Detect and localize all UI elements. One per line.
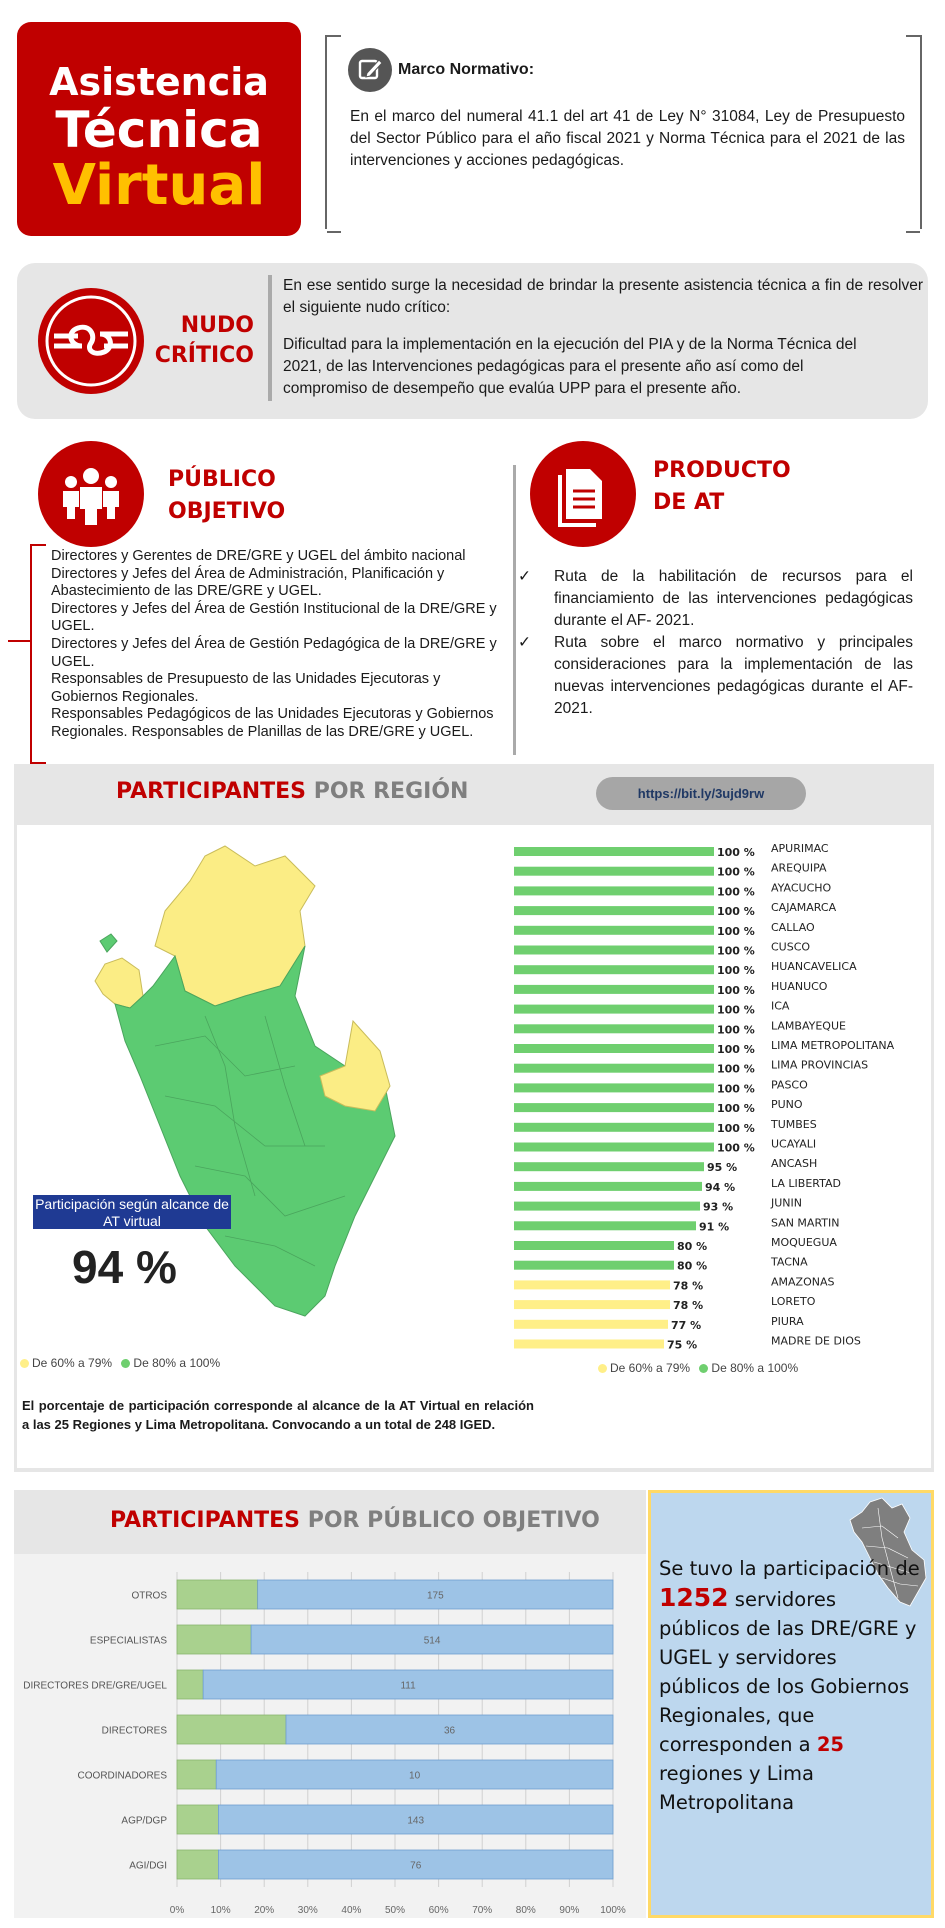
region-label: LA LIBERTAD [771, 1176, 841, 1190]
bar-value-label: 36 [443, 1725, 456, 1737]
bar-cajamarca [514, 906, 714, 915]
bar-amazonas [514, 1280, 670, 1289]
bar-value-label: 95 % [707, 1161, 738, 1175]
bar-value-label: 100 % [717, 885, 755, 899]
x-tick-label: 10% [210, 1905, 231, 1916]
category-label: COORDINADORES [77, 1770, 167, 1782]
summary-text-2: servidores públicos de las DRE/GRE y UGEL y servidores públicos de los Gobiernos Regionales, que corresponden a [659, 1588, 917, 1756]
summary-text-3: regiones y Lima Metropolitana [659, 1762, 814, 1814]
region-label: TACNA [771, 1255, 808, 1269]
bar-value-label: 100 % [717, 1082, 755, 1096]
list-item: Directores y Jefes del Área de Gestión Pedagógica de la DRE/GRE y UGEL. [51, 635, 497, 670]
category-label: DIRECTORES DRE/GRE/UGEL [23, 1680, 167, 1692]
bar-value-label: 143 [407, 1815, 425, 1827]
bar-arequipa [514, 867, 714, 876]
bar-tumbes [514, 1123, 714, 1132]
knot-icon [38, 288, 144, 394]
category-label: ESPECIALISTAS [89, 1635, 167, 1647]
bar-value-label: 78 % [673, 1299, 704, 1313]
bar-segment-green [177, 1715, 286, 1744]
region-label: LIMA PROVINCIAS [771, 1058, 869, 1072]
publico-title-line-2: OBJETIVO [168, 499, 286, 524]
bar-ica [514, 1005, 714, 1014]
bar-puno [514, 1103, 714, 1112]
bar-moquegua [514, 1241, 674, 1250]
bar-value-label: 77 % [671, 1318, 702, 1332]
bar-segment-green [177, 1580, 258, 1609]
region-label: CALLAO [771, 920, 815, 934]
summary-text-1: Se tuvo la participación de [659, 1557, 920, 1580]
region-label: AYACUCHO [771, 881, 832, 895]
region-label: LIMA METROPOLITANA [771, 1039, 895, 1052]
summary-text [659, 1554, 921, 1817]
region-link[interactable]: https://bit.ly/3ujd9rw [596, 777, 806, 810]
bar-piura [514, 1320, 668, 1329]
bar-value-label: 100 % [717, 1121, 755, 1135]
x-tick-label: 30% [297, 1905, 318, 1916]
x-tick-label: 40% [341, 1905, 362, 1916]
participation-label: Participación según alcance de AT virtual [33, 1195, 231, 1229]
bar-cusco [514, 946, 714, 955]
bar-value-label: 100 % [717, 983, 755, 997]
list-item: Directores y Jefes del Área de Gestión Institucional de la DRE/GRE y UGEL. [51, 600, 497, 635]
marco-text: En el marco del numeral 41.1 del art 41 de Ley N° 31084, Ley de Presupuesto del Sector Público para el año fiscal 2021 y Norma Técnica para el 2021 de las intervenciones y acciones pedagógicas. [350, 108, 905, 169]
participation-value: 94 % [72, 1241, 177, 1293]
bar-value-label: 76 [410, 1860, 422, 1872]
bar-la-libertad [514, 1182, 702, 1191]
bar-segment-green [177, 1760, 216, 1789]
legend-label-high: De 80% a 100% [133, 1356, 221, 1370]
title-line-1: Asistencia [49, 60, 269, 104]
legend-dot-low [20, 1359, 29, 1368]
bar-value-label: 100 % [717, 905, 755, 919]
bar-segment-green [177, 1805, 218, 1834]
publico-bracket [30, 544, 46, 764]
region-label: UCAYALI [771, 1137, 817, 1151]
region-label: PUNO [771, 1098, 803, 1112]
producto-list [518, 566, 913, 720]
bar-ayacucho [514, 886, 714, 895]
map-region-green [100, 934, 117, 952]
region-label: CAJAMARCA [771, 901, 837, 915]
bar-value-label: 100 % [717, 924, 755, 938]
bar-ancash [514, 1162, 704, 1171]
region-note: El porcentaje de participación corresponde al alcance de la AT Virtual en relación a las 25 Regiones y Lima Metropolitana. Convocando a un total de 248 IGED. [22, 1398, 534, 1432]
title-line-2: Técnica [55, 101, 263, 159]
x-tick-label: 100% [600, 1905, 626, 1916]
nudo-text: Dificultad para la implementación en la ejecución del PIA y de la Norma Técnica del 2021, de las Intervenciones pedagógicas para el presente año así como del compromiso de desempeño que evalúa UPP para el presente año. [283, 336, 857, 397]
publico-title [168, 464, 285, 528]
marco-heading: Marco Normativo: [398, 61, 535, 78]
bar-pasco [514, 1083, 714, 1092]
summary-number: 1252 [659, 1583, 729, 1612]
edit-icon [348, 48, 392, 92]
bar-loreto [514, 1300, 670, 1309]
category-label: AGI/DGI [129, 1860, 167, 1872]
bar-value-label: 78 % [673, 1279, 704, 1293]
legend-dot-high [121, 1359, 130, 1368]
column-divider [513, 465, 516, 755]
list-item-text: Ruta de la habilitación de recursos para el financiamiento de las intervenciones pedagógicas durante el AF- 2021. [554, 568, 913, 629]
x-tick-label: 0% [169, 1905, 185, 1916]
region-label: APURIMAC [771, 842, 829, 855]
bar-value-label: 93 % [703, 1200, 734, 1214]
publico-bracket-tick [8, 640, 30, 642]
bar-value-label: 80 % [677, 1240, 708, 1253]
summary-regions: 25 [816, 1733, 844, 1756]
region-label: ANCASH [771, 1157, 818, 1171]
region-title-gray: POR REGIÓN [306, 779, 469, 804]
bar-lambayeque [514, 1024, 714, 1033]
publico-chart-title [110, 1508, 600, 1533]
bar-segment-green [177, 1670, 203, 1699]
title-line-3: Virtual [52, 153, 266, 218]
x-tick-label: 60% [428, 1905, 449, 1916]
bar-value-label: 80 % [677, 1259, 708, 1273]
bar-huancavelica [514, 965, 714, 974]
publico-list [51, 548, 506, 742]
x-tick-label: 90% [559, 1905, 580, 1916]
map-region-yellow [95, 958, 143, 1008]
bar-ucayali [514, 1143, 714, 1152]
legend-label-low: De 60% a 79% [610, 1361, 691, 1375]
producto-title-line-2: DE AT [653, 490, 725, 515]
region-label: HUANCAVELICA [771, 960, 857, 974]
region-label: HUANUCO [771, 979, 828, 993]
bar-value-label: 100 % [717, 1043, 755, 1056]
region-label: SAN MARTIN [771, 1216, 840, 1230]
nudo-divider [268, 275, 272, 401]
bar-junin [514, 1202, 700, 1211]
list-item [518, 632, 913, 720]
producto-title-line-1: PRODUCTO [653, 458, 791, 483]
bar-value-label: 100 % [717, 944, 755, 958]
bar-value-label: 75 % [667, 1338, 698, 1352]
bar-value-label: 100 % [717, 865, 755, 879]
region-label: TUMBES [771, 1117, 817, 1131]
nudo-title [150, 311, 254, 371]
category-label: DIRECTORES [101, 1725, 167, 1737]
legend-dot-low [598, 1364, 607, 1373]
legend-label-low: De 60% a 79% [32, 1356, 113, 1370]
x-tick-label: 50% [384, 1905, 406, 1916]
chart-legend [598, 1361, 798, 1375]
x-tick-label: 80% [515, 1905, 536, 1916]
document-icon [530, 441, 636, 547]
legend-label-high: De 80% a 100% [711, 1361, 799, 1375]
bar-value-label: 100 % [717, 1062, 755, 1076]
list-item: Responsables de Presupuesto de las Unidades Ejecutoras y Gobiernos Regionales. [51, 671, 441, 705]
bar-value-label: 100 % [717, 846, 755, 859]
region-label: CUSCO [771, 940, 811, 954]
region-label: AREQUIPA [771, 861, 827, 875]
nudo-title-line-2: CRÍTICO [154, 343, 254, 368]
list-item: Responsables Pedagógicos de las Unidades Ejecutoras y Gobiernos Regionales. Responsables de Planillas de las DRE/GRE y UGEL. [51, 706, 494, 740]
list-item: Directores y Gerentes de DRE/GRE y UGEL del ámbito nacional [51, 548, 466, 564]
bar-value-label: 514 [423, 1635, 441, 1647]
region-label: PASCO [771, 1078, 808, 1092]
list-item-text: Ruta sobre el marco normativo y principales consideraciones para la implementación de las nuevas intervenciones pedagógicas durante el AF-2021. [554, 634, 913, 717]
publico-title-line-1: PÚBLICO [168, 467, 276, 492]
legend-dot-high [699, 1364, 708, 1373]
bar-value-label: 100 % [717, 1003, 755, 1017]
bar-callao [514, 926, 714, 935]
region-label: MOQUEGUA [771, 1236, 837, 1249]
bar-value-label: 100 % [717, 1141, 755, 1155]
check-icon: ✓ [518, 568, 531, 585]
region-label: LORETO [771, 1295, 816, 1309]
producto-title [653, 455, 791, 519]
bar-value-label: 10 [409, 1770, 421, 1782]
region-bar-chart [514, 842, 924, 1352]
publico-chart-title-gray: POR PÚBLICO OBJETIVO [300, 1508, 600, 1533]
list-item: Directores y Jefes del Área de Administración, Planificación y Abastecimiento de las DRE/GRE y UGEL. [51, 565, 445, 600]
region-title-red: PARTICIPANTES [116, 779, 307, 804]
region-label: JUNIN [771, 1196, 802, 1210]
bar-apurimac [514, 847, 714, 856]
nudo-title-line-1: NUDO [180, 313, 254, 338]
bar-madre-de-dios [514, 1340, 664, 1349]
region-label: LAMBAYEQUE [771, 1019, 846, 1033]
bar-value-label: 91 % [699, 1220, 730, 1234]
bar-value-label: 94 % [705, 1180, 736, 1194]
region-label: AMAZONAS [771, 1275, 835, 1289]
category-label: AGP/DGP [121, 1815, 167, 1827]
bar-segment-green [177, 1850, 218, 1879]
bar-value-label: 111 [400, 1680, 416, 1692]
list-item [518, 566, 913, 632]
category-label: OTROS [131, 1590, 167, 1602]
region-title [116, 779, 468, 804]
bar-huanuco [514, 985, 714, 994]
bar-value-label: 100 % [717, 1102, 755, 1116]
region-label: ICA [771, 999, 790, 1013]
x-tick-label: 70% [472, 1905, 493, 1916]
title-banner [17, 22, 301, 236]
map-legend [20, 1356, 220, 1370]
bar-segment-green [177, 1625, 251, 1654]
region-label: MADRE DE DIOS [771, 1334, 861, 1348]
bar-lima-metropolitana [514, 1044, 714, 1053]
bar-value-label: 100 % [717, 1023, 755, 1037]
region-label: PIURA [771, 1314, 804, 1328]
bar-value-label: 175 [426, 1590, 444, 1602]
x-tick-label: 20% [254, 1905, 275, 1916]
check-icon: ✓ [518, 634, 531, 651]
bar-san-martin [514, 1221, 696, 1230]
publico-chart-title-red: PARTICIPANTES [110, 1508, 301, 1533]
bar-lima-provincias [514, 1064, 714, 1073]
bar-value-label: 100 % [717, 964, 755, 978]
publico-bar-chart [16, 1560, 644, 1916]
nudo-intro: En ese sentido surge la necesidad de brindar la presente asistencia técnica a fin de resolver el siguiente nudo crítico: [283, 277, 923, 316]
bar-tacna [514, 1261, 674, 1270]
people-icon [38, 441, 144, 547]
